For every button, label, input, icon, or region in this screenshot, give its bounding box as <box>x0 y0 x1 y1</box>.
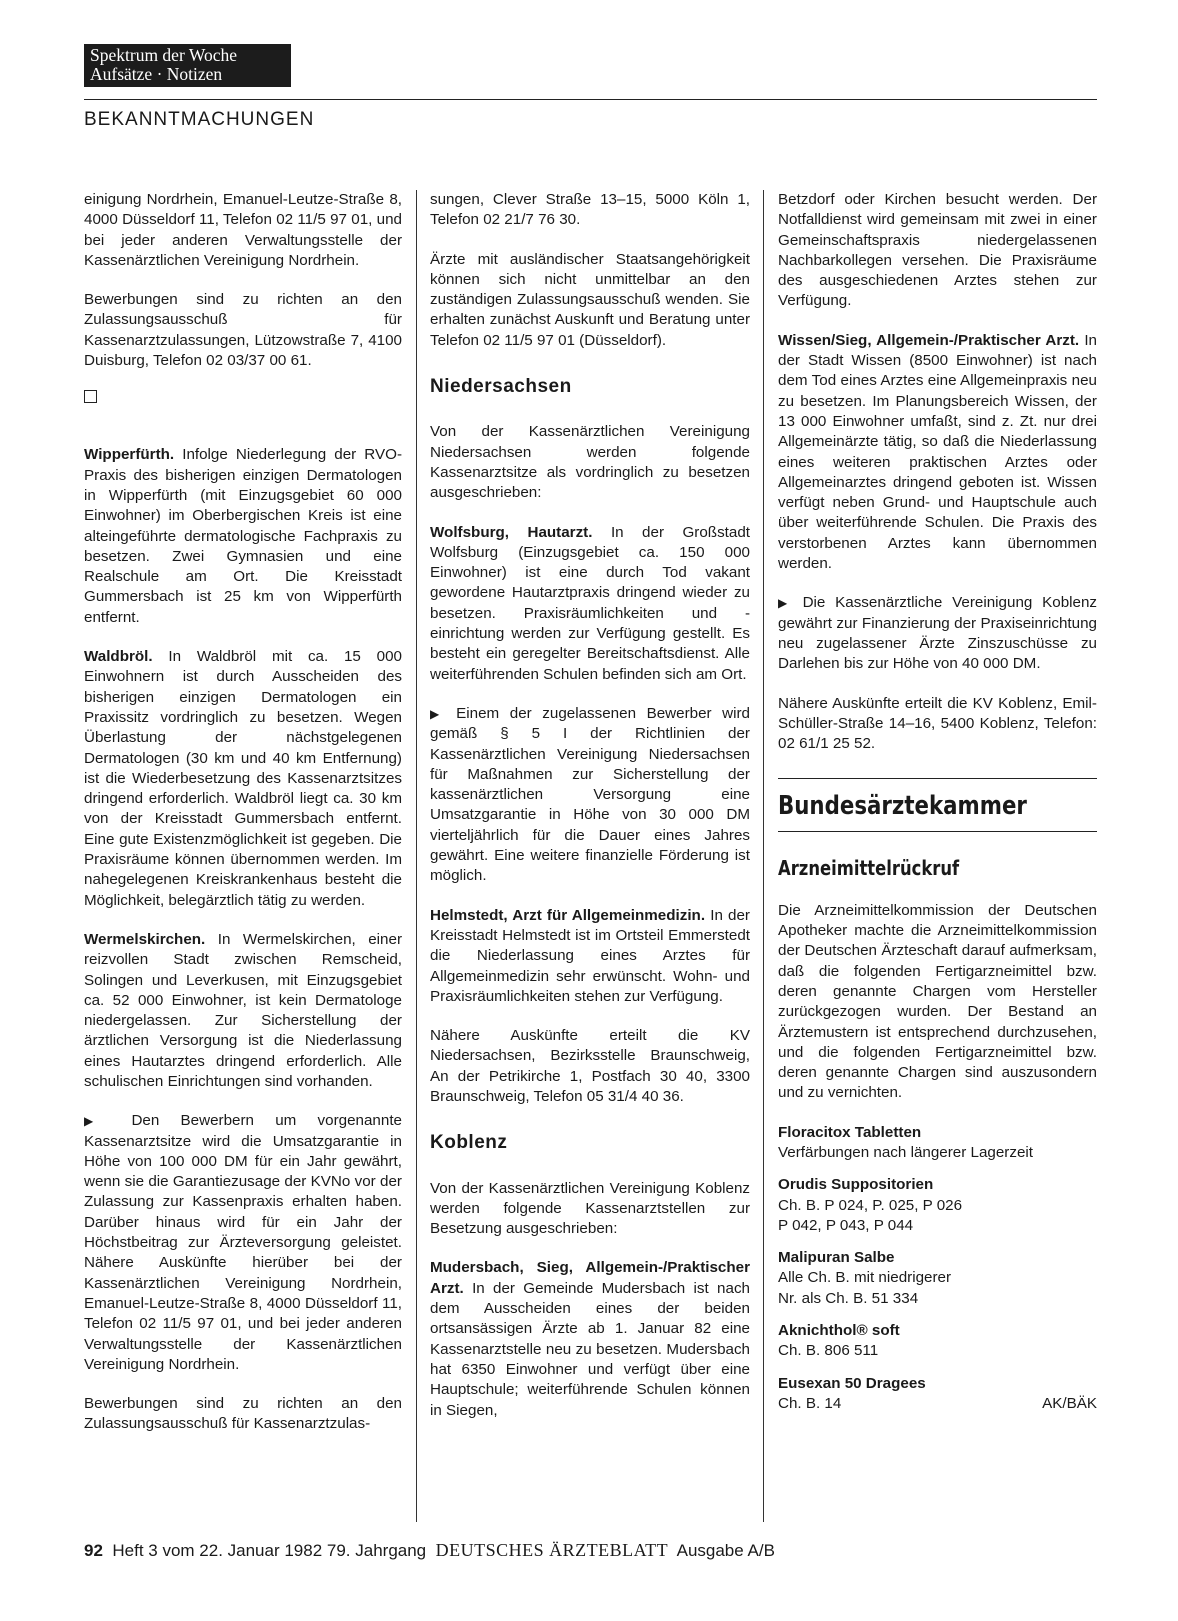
entry-text: In Wermelskirchen, einer reizvollen Stadt zwischen Remscheid, Solingen und Leverkusen, mit Einzugsgebiet ca. 52 000 Einwohner, ist kein Dermatologe niedergelassen. Zur Sicherstellung der ärztlichen Versorgung ist die Niederlassung eines Hautarztes dringend erforderlich. Alle schulischen Einrichtungen sind vorhanden. <box>84 930 402 1090</box>
paragraph: Bewerbungen sind zu richten an den Zulassungsausschuß für Kassenarztzulassungen, Lützowstraße 7, 4100 Duisburg, Telefon 02 03/37 00 61. <box>84 291 402 370</box>
page-number: 92 <box>84 1541 103 1560</box>
entry-mudersbach <box>430 1258 750 1420</box>
entry-text: In Waldbröl mit ca. 15 000 Einwohnern ist durch Ausscheiden des bisherigen einzigen Dermatologen ein Praxissitz vordringlich zu besetzen. Wegen Überlastung der nächstgelegenen Dermatologen (30 km und 40 km Entfernung) ist die Wiederbesetzung des Kassenarztsitzes dringend erforderlich. Waldbröl liegt ca. 30 km von der Kreisstadt Gummersbach entfernt. Eine gute Existenzmöglichkeit ist gegeben. Die Praxisräume können übernommen werden. Im nahegelegenen Kreiskrankenhaus besteht die Möglichkeit, belegärztlich tätig zu werden. <box>84 648 402 909</box>
section-rule-thin <box>778 831 1097 832</box>
separator-square-icon <box>84 390 97 403</box>
entry-wipperfuerth <box>84 445 402 628</box>
entry-waldbroel <box>84 647 402 911</box>
entry-text: In der Gemeinde Mudersbach ist nach dem Ausscheiden eines der beiden ortsansässigen Ärzte ab 1. Januar 82 eine Kassenarztstelle neu zu besetzen. Mudersbach hat 6350 Einwohner und verfügt über eine Hauptschule; weiterführende Schulen können in Siegen, <box>430 1279 750 1419</box>
drug-name: Orudis Suppositorien <box>778 1176 934 1194</box>
note-text: Den Bewerbern um vorgenannte Kassenarztsitze wird die Umsatzgarantie in Höhe von 100 000 DM für ein Jahr gewährt, wenn sie die Garantiezusage der KVNo vor der Zulassung zur Kassenpraxis erhalten haben. Darüber hinaus wird für ein Jahr der Höchstbeitrag zur Ärzteversorgung geleistet. Nähere Auskünfte hierüber bei der Kassenärztlichen Vereinigung Nordrhein, Emanuel-Leutze-Straße 8, 4000 Düsseldorf 11, Telefon 02 11/5 97 01, und bei jeder anderen Verwaltungsstelle der Kassenärztlichen Vereinigung Nordrhein. <box>84 1112 402 1373</box>
paragraph: Von der Kassenärztlichen Vereinigung Koblenz werden folgende Kassenarztstellen zur Besetzung ausgeschrieben: <box>430 1179 750 1238</box>
entry-heading: Wermelskirchen. <box>84 930 206 948</box>
drug-name: Malipuran Salbe <box>778 1249 895 1267</box>
triangle-arrow-icon: ▶ <box>430 706 446 721</box>
drug-name: Aknichthol® soft <box>778 1322 900 1340</box>
triangle-arrow-icon: ▶ <box>778 596 793 611</box>
column-divider-1 <box>416 190 417 1522</box>
entry-text: Infolge Niederlegung der RVO-Praxis des bisherigen einzigen Dermatologen in Wipperfürth (mit Einzugsgebiet 60 000 Einwohner) im Oberbergischen Kreis ist eine alteingeführte dermatologische Fachpraxis zu besetzen. Zwei Gymnasien und eine Realschule am Ort. Die Kreisstadt Gummersbach ist 25 km von Wipperfürth entfernt. <box>84 446 402 626</box>
entry-text: In der Stadt Wissen (8500 Einwohner) ist nach dem Tod eines Arztes eine Allgemeinpraxis neu zu besetzen. Im Planungsbereich Wissen, der 13 000 Einwohner umfaßt, sind z. Zt. nur drei Allgemeinärzte tätig, so daß die Niederlassung eines weiteren praktischen Arztes oder Allgemeinarztes dringend geboten ist. Wissen verfügt neben Grund- und Hauptschule auch über weiterführende Schulen. Die Praxis des verstorbenen Arztes kann übernommen werden. <box>778 331 1097 573</box>
entry-helmstedt <box>430 906 750 1007</box>
region-heading-koblenz: Koblenz <box>430 1132 508 1154</box>
region-heading-niedersachsen: Niedersachsen <box>430 376 572 398</box>
drug-item <box>778 1321 1097 1362</box>
drug-detail: Ch. B. 14 <box>778 1394 842 1412</box>
paragraph: Betzdorf oder Kirchen besucht werden. Der Notfalldienst wird gemeinsam mit zwei in einer Gemeinschaftspraxis niedergelassenen Nachbarkollegen versehen. Die Praxisräume des ausgeschiedenen Arztes stehen zur Verfügung. <box>778 191 1097 310</box>
note-paragraph <box>84 1111 402 1375</box>
drug-detail: Ch. B. 806 511 <box>778 1342 879 1360</box>
journal-title: DEUTSCHES ÄRZTEBLATT <box>435 1540 669 1560</box>
column-divider-2 <box>763 190 764 1522</box>
entry-text: In der Großstadt Wolfsburg (Einzugsgebiet ca. 150 000 Einwohner) ist eine durch Tod vakant gewordene Hautarztpraxis dringend wieder zu besetzen. Praxisräumlichkeiten und -einrichtung werden zur Verfügung gestellt. Es besteht ein geregelter Bereitschaftsdienst. Alle weiterführenden Schulen befinden sich am Ort. <box>430 523 750 683</box>
note-text: Die Kassenärztliche Vereinigung Koblenz gewährt zur Finanzierung der Praxiseinrichtung neu zugelassener Ärzte Zinszuschüsse zu Darlehen bis zur Höhe von 40 000 DM. <box>778 594 1098 673</box>
triangle-arrow-icon: ▶ <box>84 1114 111 1129</box>
header-rule <box>84 99 1097 100</box>
masthead-line-2: Aufsätze · Notizen <box>90 64 223 84</box>
drug-detail: Nr. als Ch. B. 51 334 <box>778 1289 919 1307</box>
paragraph: Ärzte mit ausländischer Staatsangehörigkeit können sich nicht unmittelbar an den zuständigen Zulassungsausschuß wenden. Sie erhalten zunächst Auskunft und Beratung unter Telefon 02 11/5 97 01 (Düsseldorf). <box>430 250 750 349</box>
drug-detail: Verfärbungen nach längerer Lagerzeit <box>778 1143 1033 1161</box>
drug-item <box>778 1123 1097 1164</box>
column-3 <box>778 190 1097 1426</box>
entry-heading: Wolfsburg, Hautarzt. <box>430 523 593 541</box>
author-signature: AK/BÄK <box>1042 1394 1097 1412</box>
drug-detail: P 042, P 043, P 044 <box>778 1216 914 1234</box>
drug-detail: Alle Ch. B. mit niedrigerer <box>778 1269 952 1287</box>
drug-item <box>778 1175 1097 1236</box>
section-title: Bundesärztekammer <box>778 791 1027 822</box>
note-text: Einem der zugelassenen Bewerber wird gemäß § 5 I der Richtlinien der Kassenärztlichen Vereinigung Niedersachsen für Maßnahmen zur Sicherstellung der kassenärztlichen Versorgung eine Umsatzgarantie in Höhe von 30 000 DM vierteljährlich für die Dauer eines Jahres gewährt. Eine weitere finanzielle Förderung ist möglich. <box>430 704 750 885</box>
paragraph: sungen, Clever Straße 13–15, 5000 Köln 1, Telefon 02 21/7 76 30. <box>430 191 750 229</box>
entry-heading: Waldbröl. <box>84 648 153 666</box>
paragraph: Von der Kassenärztlichen Vereinigung Niedersachsen werden folgende Kassenarztsitze als vordringlich zu besetzen ausgeschrieben: <box>430 423 750 502</box>
paragraph: Die Arzneimittelkommission der Deutschen Apotheker machte die Arzneimittelkommission der Deutschen Ärzteschaft darauf aufmerksam, daß die folgenden Fertigarzneimittel bzw. deren genannte Chargen vom Hersteller zurückgezogen wurden. Der Bestand an Ärztemustern ist entsprechend durchzusehen, und die folgenden Fertigarzneimittel bzw. deren genannte Chargen sind auszusondern und zu vernichten. <box>778 901 1097 1102</box>
masthead <box>84 44 291 87</box>
drug-item <box>778 1248 1097 1309</box>
issue-info: Heft 3 vom 22. Januar 1982 79. Jahrgang <box>112 1541 427 1560</box>
entry-wissen <box>778 331 1097 575</box>
paragraph: einigung Nordrhein, Emanuel-Leutze-Straße 8, 4000 Düsseldorf 11, Telefon 02 11/5 97 01, und bei jeder anderen Verwaltungsstelle der Kassenärztlichen Vereinigung Nordrhein. <box>84 191 402 269</box>
entry-heading: Wissen/Sieg, Allgemein-/Praktischer Arzt. <box>778 331 1080 349</box>
drug-name: Eusexan 50 Dragees <box>778 1374 926 1392</box>
section-label: BEKANNTMACHUNGEN <box>84 109 315 130</box>
sub-heading: Arzneimittelrückruf <box>778 856 960 881</box>
note-paragraph <box>778 593 1097 674</box>
note-paragraph <box>430 704 750 887</box>
column-1 <box>84 190 402 1454</box>
entry-heading: Helmstedt, Arzt für Allgemeinmedizin. <box>430 906 706 924</box>
edition: Ausgabe A/B <box>676 1541 775 1560</box>
entry-heading: Mudersbach, Sieg, Allgemein-/Praktischer Arzt. <box>430 1259 750 1297</box>
entry-text: In der Kreisstadt Helmstedt ist im Ortsteil Emmerstedt die Niederlassung eines Arztes für Allgemeinmedizin sehr erwünscht. Wohn- und Praxisräumlichkeiten stehen zur Verfügung. <box>430 906 750 1005</box>
column-2 <box>430 190 750 1440</box>
entry-wermelskirchen <box>84 930 402 1092</box>
paragraph: Bewerbungen sind zu richten an den Zulassungsausschuß für Kassenarztzulas- <box>84 1395 402 1433</box>
drug-name: Floracitox Tabletten <box>778 1123 922 1141</box>
page-footer <box>84 1540 775 1561</box>
drug-item <box>778 1374 1097 1415</box>
drug-detail: Ch. B. P 024, P. 025, P 026 <box>778 1196 963 1214</box>
paragraph: Nähere Auskünfte erteilt die KV Niedersachsen, Bezirksstelle Braunschweig, An der Petrikirche 1, Postfach 30 40, 3300 Braunschweig, Telefon 05 31/4 40 36. <box>430 1027 750 1105</box>
masthead-line-1: Spektrum der Woche <box>90 45 237 65</box>
entry-heading: Wipperfürth. <box>84 446 175 464</box>
section-rule <box>778 778 1097 779</box>
paragraph: Nähere Auskünfte erteilt die KV Koblenz, Emil-Schüller-Straße 14–16, 5400 Koblenz, Telefon: 02 61/1 25 52. <box>778 694 1097 753</box>
entry-wolfsburg <box>430 523 750 685</box>
